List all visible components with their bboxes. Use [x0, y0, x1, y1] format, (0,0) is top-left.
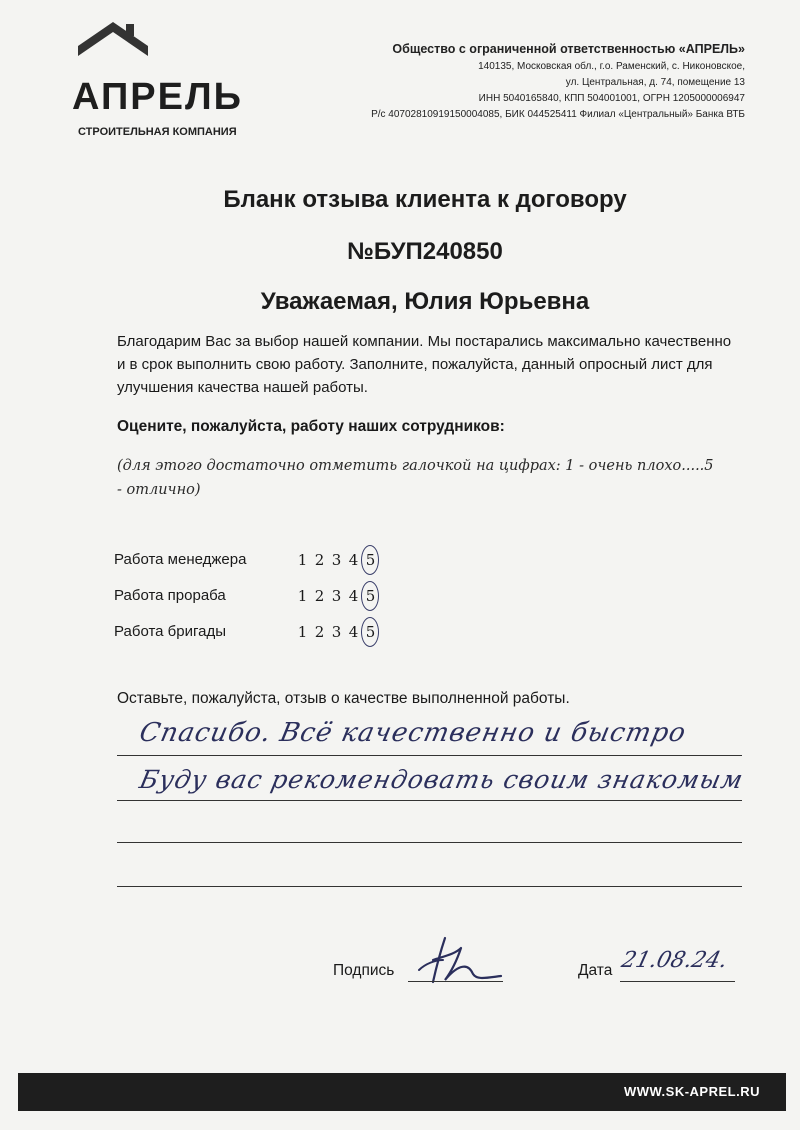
rating-label: Работа прораба — [114, 587, 226, 604]
rating-label: Работа менеджера — [114, 551, 247, 568]
review-rule-line — [117, 755, 742, 756]
signature-label: Подпись — [333, 962, 395, 979]
rating-number-2: 2 — [314, 551, 325, 569]
intro-text: Благодарим Вас за выбор нашей компании. Мы постарались максимально качественно и в срок выполнить свою работу. Заполните, пожалуйста, данный опросный лист для улучшения качества нашей работы. — [117, 333, 732, 396]
review-rule-line — [117, 886, 742, 887]
handwritten-review-line-1: Спасибо. Всё качественно и быстро — [136, 718, 690, 748]
website-url: WWW.SK-APREL.RU — [623, 1084, 760, 1099]
address-line-1: 140135, Московская обл., г.о. Раменский, с. Никоновское, — [478, 61, 745, 72]
rating-number-1: 1 — [297, 587, 308, 605]
review-rule-line — [117, 800, 742, 801]
review-rule-line — [117, 842, 742, 843]
rating-number-3: 3 — [331, 623, 342, 641]
rating-scale — [294, 584, 379, 608]
rating-number-1: 1 — [297, 551, 308, 569]
rating-number-2: 2 — [314, 623, 325, 641]
tax-ids: ИНН 5040165840, КПП 504001001, ОГРН 1205000006947 — [478, 93, 745, 104]
rating-number-4: 4 — [348, 551, 359, 569]
rating-number-5: 5 — [362, 623, 379, 641]
bank-details: Р/с 40702810919150004085, БИК 044525411 Филиал «Центральный» Банка ВТБ — [371, 109, 745, 120]
rating-scale — [294, 620, 379, 644]
rating-number-2: 2 — [314, 587, 325, 605]
contract-number: №БУП240850 — [347, 238, 503, 265]
rating-number-3: 3 — [331, 587, 342, 605]
rating-instruction: (для этого достаточно отметить галочкой на цифрах: 1 - очень плохо.....5 - отлично) — [117, 458, 714, 498]
date-label: Дата — [578, 962, 613, 979]
rating-number-5: 5 — [362, 551, 379, 569]
handwritten-review-line-2: Буду вас рекомендовать своим знакомым — [136, 765, 747, 794]
footer-bar — [18, 1073, 786, 1111]
house-roof-icon — [78, 22, 148, 56]
rating-label: Работа бригады — [114, 623, 226, 640]
organization-name: Общество с ограниченной ответственностью «АПРЕЛЬ» — [392, 42, 745, 56]
logo-name: АПРЕЛЬ — [72, 76, 243, 118]
date-line — [620, 981, 735, 982]
rating-number-5: 5 — [362, 587, 379, 605]
company-logo — [72, 22, 272, 138]
rate-heading: Оцените, пожалуйста, работу наших сотрудников: — [117, 418, 505, 435]
rating-scale — [294, 548, 379, 572]
rating-number-4: 4 — [348, 623, 359, 641]
rating-number-1: 1 — [297, 623, 308, 641]
signature-line — [408, 981, 503, 982]
form-title: Бланк отзыва клиента к договору — [223, 186, 627, 213]
rating-number-4: 4 — [348, 587, 359, 605]
logo-subtitle: СТРОИТЕЛЬНАЯ КОМПАНИЯ — [78, 126, 237, 138]
greeting: Уважаемая, Юлия Юрьевна — [260, 288, 590, 315]
address-line-2: ул. Центральная, д. 74, помещение 13 — [565, 77, 745, 88]
handwritten-date: 21.08.24. — [618, 948, 731, 973]
rating-number-3: 3 — [331, 551, 342, 569]
review-prompt: Оставьте, пожалуйста, отзыв о качестве выполненной работы. — [117, 690, 570, 707]
company-requisites — [371, 40, 745, 123]
